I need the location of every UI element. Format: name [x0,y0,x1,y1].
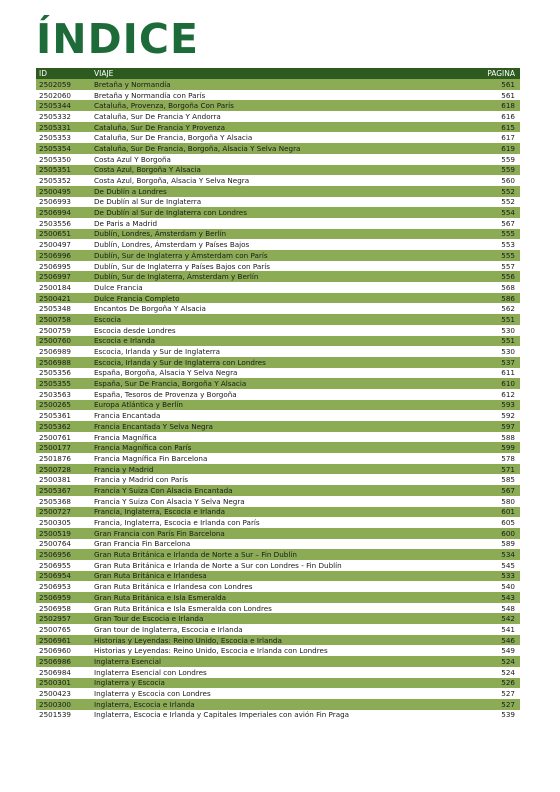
row-trip: Cataluña, Sur De Francia Y Andorra [94,111,221,121]
table-row [36,389,520,400]
row-trip: Escocia [94,314,121,324]
row-page: 551 [501,336,515,346]
row-page: 588 [501,432,515,442]
table-row [36,549,520,560]
row-trip: Inglaterra Esencial con Londres [94,667,207,677]
table-row [36,325,520,336]
table-row [36,357,520,368]
row-trip: Inglaterra, Escocia e Irlanda y Capitales Imperiales con avión Fin Praga [94,710,350,720]
table-row [36,79,520,90]
index-table [36,68,520,720]
row-id: 2505351 [39,165,72,175]
row-page: 537 [501,357,515,367]
row-page: 543 [501,592,515,602]
row-trip: Francia Magnífica [94,432,157,442]
row-id: 2505368 [39,496,72,506]
row-page: 597 [501,421,515,431]
row-trip: Cataluña, Sur De Francia, Borgoña, Alsacia Y Selva Negra [94,143,301,153]
row-id: 2500305 [39,518,72,528]
row-trip: España, Borgoña, Alsacia Y Selva Negra [94,368,238,378]
row-page: 555 [501,229,515,239]
row-id: 2506960 [39,646,72,656]
row-trip: Gran Ruta Británica e Irlanda de Norte a Sur – Fin Dublín [94,550,297,560]
table-row [36,282,520,293]
row-page: 557 [501,261,515,271]
row-page: 571 [501,464,515,474]
row-id: 2506984 [39,667,72,677]
table-row [36,678,520,689]
row-page: 612 [501,389,515,399]
row-id: 2505331 [39,122,72,132]
row-id: 2505356 [39,368,72,378]
table-row [36,432,520,443]
row-id: 2506961 [39,635,72,645]
row-id: 2506956 [39,550,72,560]
table-row [36,293,520,304]
row-page: 580 [501,496,515,506]
header-trip: VIAJE [94,69,114,78]
row-page: 559 [501,154,515,164]
row-id: 2501539 [39,710,72,720]
row-trip: Inglaterra y Escocia [94,678,165,688]
row-id: 2506993 [39,197,72,207]
table-row [36,507,520,518]
table-row [36,400,520,411]
row-page: 526 [501,678,515,688]
table-row [36,132,520,143]
row-trip: De Dublín al Sur de Inglaterra con Londres [94,208,247,218]
table-row [36,122,520,133]
row-trip: Europa Atlántica y Berlín [94,400,183,410]
row-id: 2506959 [39,592,72,602]
row-id: 2500761 [39,432,72,442]
table-row [36,517,520,528]
row-id: 2505352 [39,176,72,186]
row-trip: Cataluña, Sur De Francia, Borgoña Y Alsacia [94,133,253,143]
row-trip: Costa Azul Y Borgoña [94,154,171,164]
row-trip: Gran Francia Fin Barcelona [94,539,191,549]
row-trip: Gran Tour de Escocia e Irlanda [94,614,204,624]
row-id: 2505361 [39,411,72,421]
row-page: 527 [501,689,515,699]
row-trip: Gran Ruta Británica e Irlanda de Norte a Sur con Londres - Fin Dublín [94,560,342,570]
table-row [36,303,520,314]
row-trip: Escocia, Irlanda y Sur de Inglaterra [94,347,221,357]
row-page: 534 [501,550,515,560]
table-row [36,560,520,571]
page-title: ÍNDICE [36,15,199,63]
table-row [36,667,520,678]
row-id: 2500495 [39,186,72,196]
row-trip: Gran Francia con París Fin Barcelona [94,528,225,538]
row-id: 2506996 [39,250,72,260]
row-id: 2503556 [39,218,72,228]
row-trip: Francia Magnífica Fin Barcelona [94,453,208,463]
row-id: 2506989 [39,347,72,357]
row-id: 2505348 [39,304,72,314]
row-page: 524 [501,667,515,677]
row-trip: España, Sur De Francia, Borgoña Y Alsacia [94,379,247,389]
row-page: 593 [501,400,515,410]
row-trip: Dublín, Londres, Ámsterdam y Países Bajos [94,240,250,250]
row-page: 553 [501,240,515,250]
row-trip: Bretaña y Normandía con París [94,90,206,100]
row-id: 2500765 [39,624,72,634]
row-page: 546 [501,635,515,645]
row-trip: Francia y Madrid con París [94,475,188,485]
row-trip: Dublín, Londres, Ámsterdam y Berlín [94,229,227,239]
table-row [36,624,520,635]
table-row [36,474,520,485]
table-row [36,539,520,550]
row-trip: Inglaterra Esencial [94,656,161,666]
row-trip: Francia Encantada Y Selva Negra [94,421,213,431]
table-row [36,100,520,111]
row-id: 2506995 [39,261,72,271]
row-page: 605 [501,518,515,528]
table-row [36,710,520,721]
table-row [36,410,520,421]
row-id: 2506955 [39,560,72,570]
row-id: 2500300 [39,699,72,709]
row-trip: Francia Encantada [94,411,161,421]
table-row [36,528,520,539]
table-row [36,261,520,272]
row-trip: Francia, Inglaterra, Escocia e Irlanda [94,507,226,517]
row-trip: Encantos De Borgoña Y Alsacia [94,304,206,314]
table-row [36,143,520,154]
row-trip: Costa Azul, Borgoña Y Alsacia [94,165,201,175]
row-page: 561 [501,79,515,89]
table-row [36,271,520,282]
row-trip: Escocia e Irlanda [94,336,155,346]
table-row [36,346,520,357]
table-row [36,635,520,646]
row-trip: De Paris a Madrid [94,218,158,228]
table-row [36,336,520,347]
row-page: 599 [501,443,515,453]
row-trip: Dulce Francia [94,282,143,292]
table-row [36,645,520,656]
row-id: 2506997 [39,272,72,282]
row-trip: España, Tesoros de Provenza y Borgoña [94,389,237,399]
header-id: ID [39,69,47,78]
row-id: 2506954 [39,571,72,581]
row-page: 618 [501,101,515,111]
table-row [36,197,520,208]
header-page: PAGINA [487,69,515,78]
row-page: 527 [501,699,515,709]
row-page: 556 [501,272,515,282]
row-trip: Escocia, Irlanda y Sur de Inglaterra con Londres [94,357,266,367]
row-trip: Gran Ruta Británica e Irlandesa [94,571,207,581]
row-id: 2500423 [39,689,72,699]
row-page: 589 [501,539,515,549]
row-page: 524 [501,656,515,666]
row-trip: Francia Magnífica con París [94,443,192,453]
row-page: 617 [501,133,515,143]
row-page: 541 [501,624,515,634]
row-page: 533 [501,571,515,581]
table-row [36,464,520,475]
row-trip: Inglaterra, Escocia e Irlanda [94,699,195,709]
row-page: 585 [501,475,515,485]
row-id: 2503563 [39,389,72,399]
table-row [36,378,520,389]
row-id: 2500759 [39,325,72,335]
row-id: 2500301 [39,678,72,688]
table-row [36,250,520,261]
row-id: 2506988 [39,357,72,367]
table-row [36,603,520,614]
row-id: 2500764 [39,539,72,549]
row-trip: Francia Y Suiza Con Alsacia Encantada [94,485,233,495]
row-page: 539 [501,710,515,720]
row-id: 2502059 [39,79,72,89]
table-row [36,165,520,176]
table-row [36,613,520,624]
row-id: 2500758 [39,314,72,324]
table-row [36,175,520,186]
row-id: 2500184 [39,282,72,292]
row-trip: Escocia desde Londres [94,325,176,335]
row-id: 2500760 [39,336,72,346]
row-id: 2505344 [39,101,72,111]
row-trip: Francia, Inglaterra, Escocia e Irlanda con París [94,518,260,528]
row-trip: Gran Ruta Británica e Isla Esmeralda con Londres [94,603,272,613]
row-page: 615 [501,122,515,132]
row-trip: Gran Ruta Británica e Isla Esmeralda [94,592,227,602]
table-row [36,111,520,122]
row-trip: Costa Azul, Borgoña, Alsacia Y Selva Negra [94,176,250,186]
row-id: 2500177 [39,443,72,453]
table-row [36,239,520,250]
row-id: 2500651 [39,229,72,239]
row-page: 578 [501,453,515,463]
table-row [36,314,520,325]
row-page: 610 [501,379,515,389]
row-page: 600 [501,528,515,538]
row-id: 2505355 [39,379,72,389]
row-id: 2500497 [39,240,72,250]
table-body [36,79,520,720]
table-row [36,485,520,496]
table-row [36,699,520,710]
table-row [36,592,520,603]
table-row [36,218,520,229]
table-row [36,581,520,592]
row-id: 2501876 [39,453,72,463]
row-trip: Bretaña y Normandía [94,79,171,89]
table-row [36,442,520,453]
table-row [36,421,520,432]
row-id: 2500381 [39,475,72,485]
row-id: 2505362 [39,421,72,431]
row-page: 568 [501,282,515,292]
row-page: 552 [501,186,515,196]
row-id: 2502957 [39,614,72,624]
row-id: 2505353 [39,133,72,143]
row-page: 555 [501,250,515,260]
row-id: 2502060 [39,90,72,100]
row-trip: Historias y Leyendas: Reino Unido, Escocia e Irlanda con Londres [94,646,328,656]
row-trip: Dublín, Sur de Inglaterra, Ámsterdam y Berlín [94,272,259,282]
row-trip: Dublín, Sur de Inglaterra y Países Bajos con París [94,261,270,271]
table-row [36,90,520,101]
row-trip: Cataluña, Provenza, Borgoña Con París [94,101,234,111]
row-page: 530 [501,325,515,335]
table-row [36,186,520,197]
row-id: 2505354 [39,143,72,153]
table-row [36,453,520,464]
row-page: 560 [501,176,515,186]
row-trip: Gran Ruta Británica e Irlandesa con Londres [94,582,253,592]
row-trip: Dulce Francia Completo [94,293,180,303]
row-page: 592 [501,411,515,421]
row-page: 559 [501,165,515,175]
row-trip: De Dublín a Londres [94,186,167,196]
row-trip: Francia y Madrid [94,464,154,474]
row-id: 2506986 [39,656,72,666]
row-id: 2500519 [39,528,72,538]
row-id: 2500728 [39,464,72,474]
row-id: 2506953 [39,582,72,592]
table-row [36,688,520,699]
table-row [36,229,520,240]
row-id: 2506994 [39,208,72,218]
row-page: 551 [501,314,515,324]
row-page: 548 [501,603,515,613]
row-trip: Gran tour de Inglaterra, Escocia e Irlanda [94,624,243,634]
row-page: 552 [501,197,515,207]
row-id: 2506958 [39,603,72,613]
row-page: 554 [501,208,515,218]
row-trip: Historias y Leyendas: Reino Unido, Escocia e Irlanda [94,635,282,645]
row-id: 2505332 [39,111,72,121]
row-page: 611 [501,368,515,378]
row-trip: Inglaterra y Escocia con Londres [94,689,211,699]
row-page: 530 [501,347,515,357]
table-row [36,496,520,507]
row-page: 562 [501,304,515,314]
row-page: 586 [501,293,515,303]
row-id: 2500421 [39,293,72,303]
row-trip: Francia Y Suiza Con Alsacia Y Selva Negra [94,496,245,506]
row-trip: Cataluña, Sur De Francia Y Provenza [94,122,225,132]
row-page: 549 [501,646,515,656]
row-page: 616 [501,111,515,121]
row-page: 601 [501,507,515,517]
row-page: 619 [501,143,515,153]
row-page: 561 [501,90,515,100]
row-page: 545 [501,560,515,570]
table-row [36,656,520,667]
row-id: 2505367 [39,485,72,495]
table-header [36,68,520,79]
row-trip: Dublín, Sur de Inglaterra y Ámsterdam con París [94,250,268,260]
table-row [36,368,520,379]
row-id: 2500727 [39,507,72,517]
row-page: 567 [501,485,515,495]
table-row [36,207,520,218]
row-page: 542 [501,614,515,624]
row-page: 540 [501,582,515,592]
row-id: 2505350 [39,154,72,164]
row-trip: De Dublín al Sur de Inglaterra [94,197,202,207]
row-id: 2500265 [39,400,72,410]
row-page: 567 [501,218,515,228]
table-row [36,154,520,165]
table-row [36,571,520,582]
